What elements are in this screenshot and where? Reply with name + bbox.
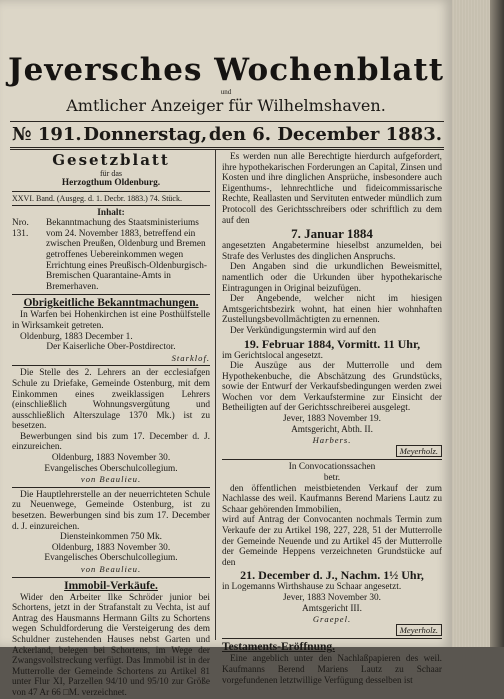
divider: [222, 459, 442, 460]
divider: [12, 487, 210, 488]
inhalt-heading: Inhalt:: [97, 207, 125, 218]
column-divider: [215, 150, 216, 640]
gesetzblatt-land: Herzogthum Oldenburg.: [61, 178, 161, 188]
divider: [12, 294, 210, 295]
schule-signature: von Beaulieu.: [80, 474, 142, 485]
schule-notice: Die Stelle des 2. Lehrers an der ecclesiafgen Schule zu Driefake, Gemeinde Ostenburg, mit dem Einkommen eines zweiklassigen Lehrers (einschließlich Wohnungsvergütung und ausschließlich Alterszulage 1370 Mk.) ist zu besetzen.: [12, 368, 210, 432]
angaben-text: Den Angaben sind die urkundlichen Beweismittel, namentlich oder die Urkunden über hypothekarische Eintragungen in Original beizufügen.: [222, 262, 442, 294]
haupt-notice: Die Hauptlehrerstelle an der neuerrichteten Schule zu Neuenwege, Gemeinde Ostenburg, ist zu besetzen. Bewerbungen sind bis zum 17. December d. J. einzureichen.: [12, 489, 210, 532]
masthead-und: und: [220, 88, 232, 96]
termin-2-place: im Gerichtslocal angesetzt.: [222, 350, 323, 361]
boxed-signature-2: [222, 625, 442, 637]
gesetzblatt-title: Gesetzblatt: [52, 151, 170, 169]
inhalt-text: Bekanntmachung des Staatsministeriums vom 24. November 1883, betreffend ein zwischen Preußen, Oldenburg und Bremen getroffenes Uebereinkommen wegen Errichtung eines Preußisch-Oldenburgisch-Bremischen Quarantaine-Amts in Bremerhaven.: [46, 218, 207, 292]
masthead-rule-bottom-2: [10, 149, 444, 150]
divider: [12, 205, 210, 206]
post-authority: Der Kaiserliche Ober-Postdirector.: [46, 342, 176, 353]
termin-3: 21. December d. J., Nachm. 1½ Uhr,: [240, 568, 424, 583]
termin-1: 7. Januar 1884: [291, 226, 373, 242]
signature-1: Harbers.: [312, 435, 352, 446]
issue-line: [12, 124, 442, 145]
schule-bewerbung: Bewerbungen sind bis zum 17. December d. J. einzureichen.: [12, 431, 210, 453]
masthead-subtitle: Amtlicher Anzeiger für Wilhelmshaven.: [66, 96, 386, 115]
divider: [222, 638, 442, 639]
boxed-signature-1-text: Meyerholz.: [396, 445, 442, 457]
post-notice: In Warfen bei Hohenkirchen ist eine Posthülfstelle in Wirksamkeit getreten.: [12, 310, 210, 331]
schule-date: Oldenburg, 1883 November 30.: [51, 453, 171, 464]
divider: [12, 577, 210, 578]
boxed-signature-1: [222, 446, 442, 458]
jever-date-1: Jever, 1883 November 19.: [283, 414, 381, 425]
haupt-authority: Evangelisches Oberschulcollegium.: [44, 553, 178, 564]
termin-1-text: angesetzten Angabetermine hieselbst anzumelden, bei Strafe des Verlustes des dinglichen Anspruchs.: [222, 241, 442, 262]
haupt-date: Oldenburg, 1883 November 30.: [51, 542, 171, 553]
convocation-heading: In Convocationssachen: [288, 462, 376, 473]
amtsgericht-1: Amtsgericht, Abth. II.: [291, 424, 373, 435]
left-column: [12, 152, 210, 699]
masthead-title: Jeversches Wochenblatt: [7, 52, 445, 88]
gesetzblatt-fuer: für das: [100, 169, 122, 178]
issue-number: № 191.: [12, 124, 82, 145]
masthead-rule-bottom: [10, 147, 444, 148]
divider: [12, 191, 210, 192]
amtsgericht-2: Amtsgericht III.: [302, 603, 362, 614]
book-edge-shadow: [490, 0, 504, 647]
issue-date: den 6. December 1883.: [208, 124, 442, 145]
obrigkeitliche-heading: Obrigkeitliche Bekanntmachungen.: [23, 297, 199, 310]
convocation-text-2: wird auf Antrag der Convocanten nochmals Termin zum Verkaufe der zu Artikel 198, 227, 228, 51 der Mutterrolle der Gemeinde Neuende und zu Artikel 45 der Mutterrolle der Gemeinde Heppens verzeichneten Grundstücke auf den: [222, 515, 442, 568]
aufforderung-text: Es werden nun alle Berechtigte hierdurch aufgefordert, ihre hypothekarischen Forderungen an Capital, Zinsen und Kosten und ihre dinglichen Ansprüche, insbesondere auch Eigenthums-, lehnrechtliche und fideicommissarische Rechte, Reallasten und Servituten entweder mündlich zum Protocoll des Gerichtsschreibers oder schriftlich zu dem auf den: [222, 152, 442, 226]
inhalt-number: Nro. 131.: [12, 218, 29, 239]
testament-text: Eine angeblich unter den Nachlaßpapieren des weil. Kaufmanns Berend Mariens Lautz zu Schaar vorgefundenen letztwillige Verfügung desselben ist: [222, 654, 442, 686]
verkuendigung-text: Der Verkündigungstermin wird auf den: [230, 325, 376, 336]
convocation-text: den öffentlichen meistbietenden Verkauf der zum Nachlasse des weil. Kaufmanns Berend Mariens Lautz zu Schaar gehörenden Immobilien,: [222, 483, 442, 515]
gesetzblatt-band: XXVI. Band. (Ausgeg. d. 1. Decbr. 1883.) 74. Stück.: [12, 193, 182, 203]
jever-date-2: Jever, 1883 November 30.: [283, 592, 381, 603]
issue-weekday: Donnerstag,: [83, 124, 208, 145]
signature-2: Graepel.: [312, 614, 352, 625]
divider: [12, 365, 210, 366]
inhalt-item: [12, 218, 210, 292]
testament-heading: Testaments-Eröffnung.: [222, 641, 335, 654]
termin-2: 19. Februar 1884, Vormitt. 11 Uhr,: [243, 336, 421, 351]
boxed-signature-2-text: Meyerholz.: [396, 624, 442, 636]
right-column: [222, 152, 442, 686]
immobil-heading: Immobil-Verkäufe.: [64, 579, 158, 592]
angebende-text: Der Angebende, welcher nicht im hiesigen Amtsgerichtsbezirk wohnt, hat einen hier wohnhaften Zustellungsbevollmächtigten zu ernennen.: [222, 294, 442, 326]
post-signature: Starklof.: [171, 352, 210, 363]
haupt-signature: von Beaulieu.: [80, 564, 142, 574]
masthead-rule-top: [10, 121, 444, 122]
post-date: Oldenburg, 1883 December 1.: [20, 331, 133, 342]
immobil-notice: Wider den Arbeiter Ilke Schröder junior bei Schortens, jetzt in der Strafanstalt zu Vechta, ist auf Antrag des Hausmanns Hermann Gilts zu Schortens wegen Schuldforderung die Versteigerung des dem Schuldner zustehenden Hauses nebst Garten und Ackerland, belegen bei Schortens, im Wege der Zwangsvollstreckung verfügt. Das Immobil ist in der Mutterrolle der Gemeinde Schortens zu Artikel 81 unter Flur XI, Parzellen 94/10 und 95/10 zur Größe von 47 Ar 66 □M. verzeichnet.: [12, 592, 210, 698]
termin-3-place: in Logemanns Wirthshause zu Schaar angesetzt.: [222, 582, 402, 593]
convocation-betr: betr.: [323, 473, 341, 484]
haupt-einkommen: Diensteinkommen 750 Mk.: [60, 532, 162, 543]
auszuege-text: Die Auszüge aus der Mutterrolle und dem Hypothekenbuche, die Abschätzung des Grundstücks, sowie der Entwurf der Verkaufsbedingungen werden zwei Wochen vor dem Verkaufstermine zur Einsicht der Betheiligten auf der Gerichtsschreiberei ausgelegt.: [222, 361, 442, 414]
schule-authority: Evangelisches Oberschulcollegium.: [44, 463, 178, 474]
